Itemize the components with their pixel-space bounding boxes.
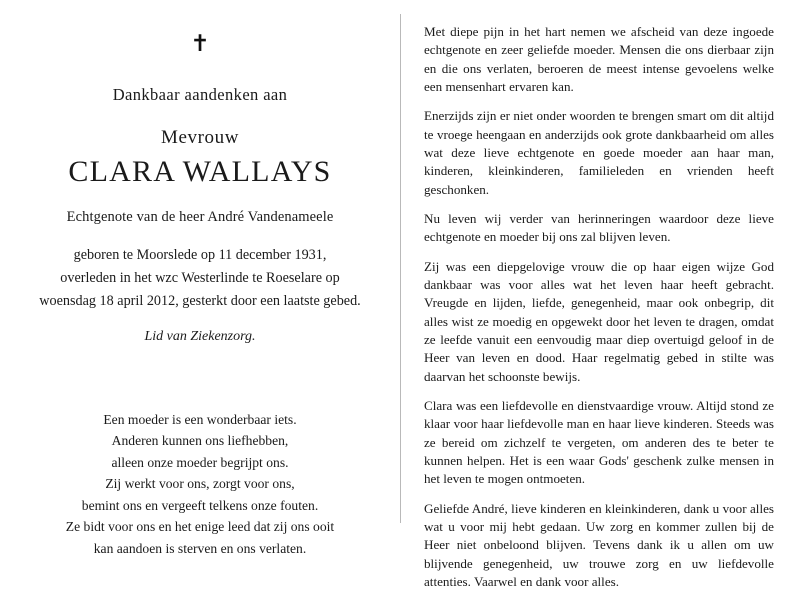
poem-line: kan aandoen is sterven en ons verlaten. <box>93 540 307 556</box>
life-dates <box>26 244 374 313</box>
eulogy-paragraph: Met diepe pijn in het hart nemen we afscheid van deze ingoede echtgenote en zeer geliefde moeder. Mensen die ons dierbaar zijn en die ons verlaten, beroeren de meest intense gevoelens welke een mensenhart ervaren kan. <box>424 24 774 94</box>
honorific-title: Mevrouw <box>160 127 240 148</box>
poem-line: bemint ons en vergeeft telkens onze fouten. <box>81 497 319 513</box>
spouse-line: Echtgenote van de heer André Vandenameele <box>66 209 334 225</box>
eulogy-paragraph: Nu leven wij verder van herinneringen waardoor deze lieve echtgenote en moeder bij ons zal blijven leven. <box>424 210 774 245</box>
deceased-name: CLARA WALLAYS <box>68 155 332 188</box>
poem-line: alleen onze moeder begrijpt ons. <box>111 454 289 470</box>
death-line: overleden in het wzc Westerlinde te Roeselare op <box>60 270 340 286</box>
membership-line: Lid van Ziekenzorg. <box>144 329 256 344</box>
eulogy-paragraph: Geliefde André, lieve kinderen en kleinkinderen, dank u voor alles wat u voor mij hebt gedaan. Uw zorg en kommer zullen bij de Heer niet onbeloond blijven. Tevens dank ik u allen om uw blijvende genegenheid, uw trouwe zorg en uw liefdevolle attenties. Vaarwel en dank voor alles. <box>424 500 774 589</box>
left-panel <box>0 0 400 556</box>
death-date-line: woensdag 18 april 2012, gesterkt door een laatste gebed. <box>39 293 361 309</box>
vertical-divider <box>400 14 401 523</box>
eulogy-paragraph: Enerzijds zijn er niet onder woorden te brengen smart om dit altijd te vroege heengaan en anderzijds ook grote dankbaarheid om alles wat deze lieve echtgenote en goede moeder aan haar man, kinderen, kleinkinderen, familieleden en vrienden heeft geschonken. <box>424 108 774 197</box>
cross-icon: ✝ <box>190 31 210 56</box>
dedication-text: Dankbaar aandenken aan <box>112 85 288 104</box>
poem-line: Anderen kunnen ons liefhebben, <box>111 433 289 449</box>
poem-line: Een moeder is een wonderbaar iets. <box>103 412 297 427</box>
eulogy-paragraph: Zij was een diepgelovige vrouw die op haar eigen wijze God dankbaar was voor alles wat het leven haar heeft gebracht. Vreugde en lijden, liefde, genegenheid, maar ook onbegrip, dit alles wist ze moedig en opgewekt door het leven te dragen, omdat ze leefde vanuit een eenvoudig maar diep overtuigd geloof in de Heer van leven en dood. Haar regelmatig gebed in stilte was daarvan het schoonste bewijs. <box>424 258 774 384</box>
poem-line: Zij werkt voor ons, zorgt voor ons, <box>105 476 295 492</box>
eulogy-paragraph: Clara was een liefdevolle en dienstvaardige vrouw. Altijd stond ze klaar voor haar liefdevolle man en haar lieve kinderen. Steeds was ze bereid om zichzelf te vergeten, om anderen des te beter te kunnen helpen. Het is een waar Gods' geschenk zulke mensen in het leven te mogen ontmoeten. <box>424 397 774 487</box>
birth-line: geboren te Moorslede op 11 december 1931, <box>73 247 327 263</box>
poem-line: Ze bidt voor ons en het enige leed dat zij ons ooit <box>65 519 335 535</box>
right-panel <box>400 0 800 589</box>
